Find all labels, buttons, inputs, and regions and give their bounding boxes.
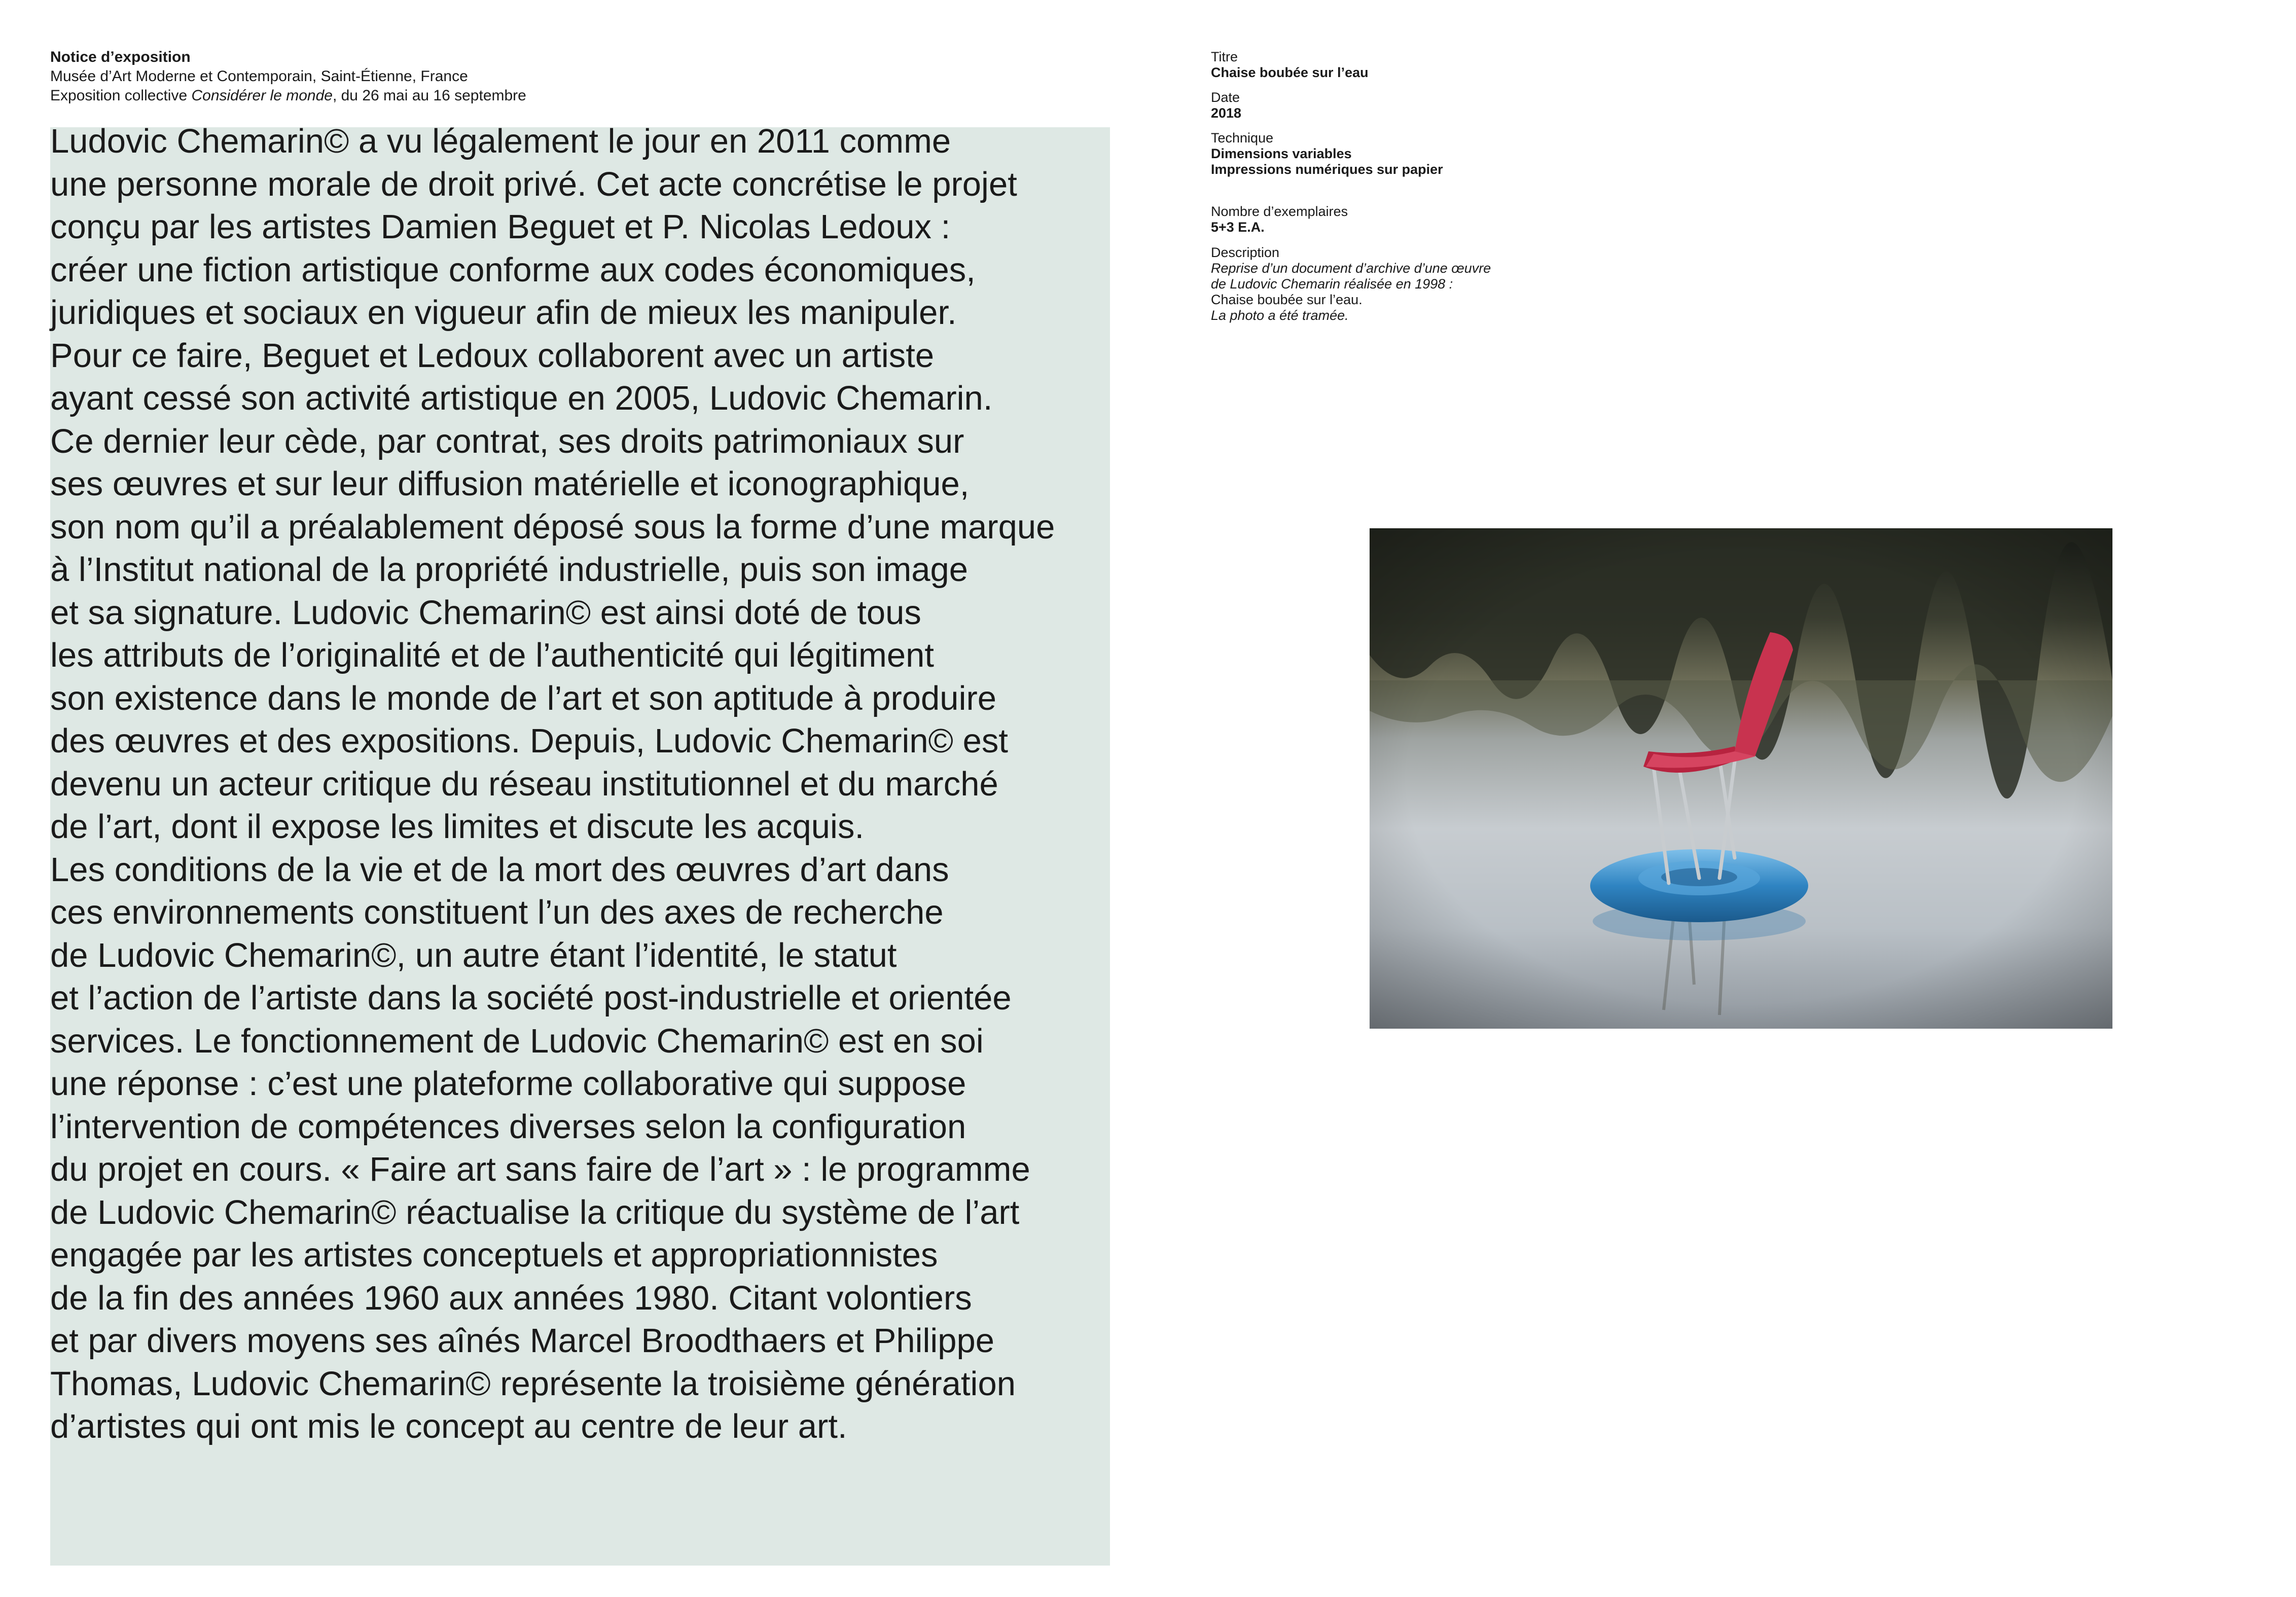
- body-line: son nom qu’il a préalablement déposé sous la forme d’une marque: [50, 507, 1055, 546]
- body-line: des œuvres et des expositions. Depuis, Ludovic Chemarin© est: [50, 722, 1009, 760]
- notice-title: Notice d’exposition: [50, 49, 191, 65]
- body-line: de l’art, dont il expose les limites et discute les acquis.: [50, 808, 865, 846]
- body-line: ces environnements constituent l’un des axes de recherche: [50, 893, 944, 931]
- meta-exemplaires: [1211, 204, 1348, 235]
- body-line: ses œuvres et sur leur diffusion matérielle et iconographique,: [50, 465, 970, 503]
- body-line: de Ludovic Chemarin©, un autre étant l’identité, le statut: [50, 936, 897, 974]
- body-line: Pour ce faire, Beguet et Ledoux collaborent avec un artiste: [50, 336, 935, 375]
- artwork-photo: [1370, 528, 2112, 1029]
- body-line: de la fin des années 1960 aux années 1980. Citant volontiers: [50, 1279, 972, 1317]
- exhibition-title: Considérer le monde: [191, 87, 333, 104]
- meta-technique-value-2: Impressions numériques sur papier: [1211, 162, 1443, 177]
- body-line: créer une fiction artistique conforme aux codes économiques,: [50, 250, 976, 289]
- body-line: à l’Institut national de la propriété industrielle, puis son image: [50, 551, 968, 589]
- exhibition-line: [50, 86, 526, 105]
- body-line: une personne morale de droit privé. Cet acte concrétise le projet: [50, 165, 1017, 203]
- meta-technique: [1211, 130, 1443, 177]
- meta-description-line-4: La photo a été tramée.: [1211, 308, 1349, 323]
- body-line: engagée par les artistes conceptuels et appropriationnistes: [50, 1236, 938, 1274]
- body-line: et sa signature. Ludovic Chemarin© est ainsi doté de tous: [50, 593, 921, 632]
- meta-titre: [1211, 49, 1369, 81]
- body-line: Les conditions de la vie et de la mort des œuvres d’art dans: [50, 850, 949, 889]
- body-text: [50, 120, 1110, 1448]
- body-line: Ce dernier leur cède, par contrat, ses droits patrimoniaux sur: [50, 422, 964, 460]
- meta-titre-value: Chaise boubée sur l’eau: [1211, 65, 1369, 80]
- meta-description-label: Description: [1211, 245, 1280, 260]
- body-line: du projet en cours. « Faire art sans faire de l’art » : le programme: [50, 1150, 1030, 1188]
- body-line: de Ludovic Chemarin© réactualise la critique du système de l’art: [50, 1193, 1020, 1231]
- body-line: Ludovic Chemarin© a vu légalement le jour en 2011 comme: [50, 122, 951, 160]
- meta-description-line-3: Chaise boubée sur l’eau.: [1211, 292, 1362, 307]
- body-line: l’intervention de compétences diverses selon la configuration: [50, 1107, 966, 1146]
- body-line: services. Le fonctionnement de Ludovic Chemarin© est en soi: [50, 1022, 984, 1060]
- body-line: ayant cessé son activité artistique en 2005, Ludovic Chemarin.: [50, 379, 993, 417]
- meta-titre-label: Titre: [1211, 49, 1238, 64]
- meta-technique-label: Technique: [1211, 130, 1274, 146]
- meta-date-value: 2018: [1211, 105, 1242, 121]
- body-line: son existence dans le monde de l’art et son aptitude à produire: [50, 679, 997, 717]
- meta-description: [1211, 245, 1491, 323]
- meta-technique-value-1: Dimensions variables: [1211, 146, 1352, 161]
- venue-line: Musée d’Art Moderne et Contemporain, Saint-Étienne, France: [50, 68, 468, 85]
- exhibition-dates: , du 26 mai au 16 septembre: [332, 87, 526, 104]
- meta-exemplaires-label: Nombre d’exemplaires: [1211, 204, 1348, 219]
- body-line: et par divers moyens ses aînés Marcel Broodthaers et Philippe: [50, 1322, 995, 1360]
- body-line: une réponse : c’est une plateforme collaborative qui suppose: [50, 1065, 966, 1103]
- meta-date-label: Date: [1211, 90, 1240, 105]
- body-line: juridiques et sociaux en vigueur afin de mieux les manipuler.: [50, 294, 957, 332]
- meta-description-line-2: de Ludovic Chemarin réalisée en 1998 :: [1211, 276, 1453, 292]
- meta-exemplaires-value: 5+3 E.A.: [1211, 220, 1265, 235]
- meta-description-line-1: Reprise d’un document d’archive d’une œuvre: [1211, 261, 1491, 276]
- body-line: Thomas, Ludovic Chemarin© représente la troisième génération: [50, 1364, 1016, 1403]
- exhibition-header: [50, 48, 526, 105]
- body-line: conçu par les artistes Damien Beguet et P. Nicolas Ledoux :: [50, 208, 951, 246]
- body-line: et l’action de l’artiste dans la société post-industrielle et orientée: [50, 979, 1012, 1017]
- body-line: d’artistes qui ont mis le concept au centre de leur art.: [50, 1407, 847, 1445]
- body-line: devenu un acteur critique du réseau institutionnel et du marché: [50, 765, 998, 803]
- body-line: les attributs de l’originalité et de l’authenticité qui légitiment: [50, 636, 934, 674]
- exhibition-prefix: Exposition collective: [50, 87, 192, 104]
- meta-date: [1211, 90, 1241, 121]
